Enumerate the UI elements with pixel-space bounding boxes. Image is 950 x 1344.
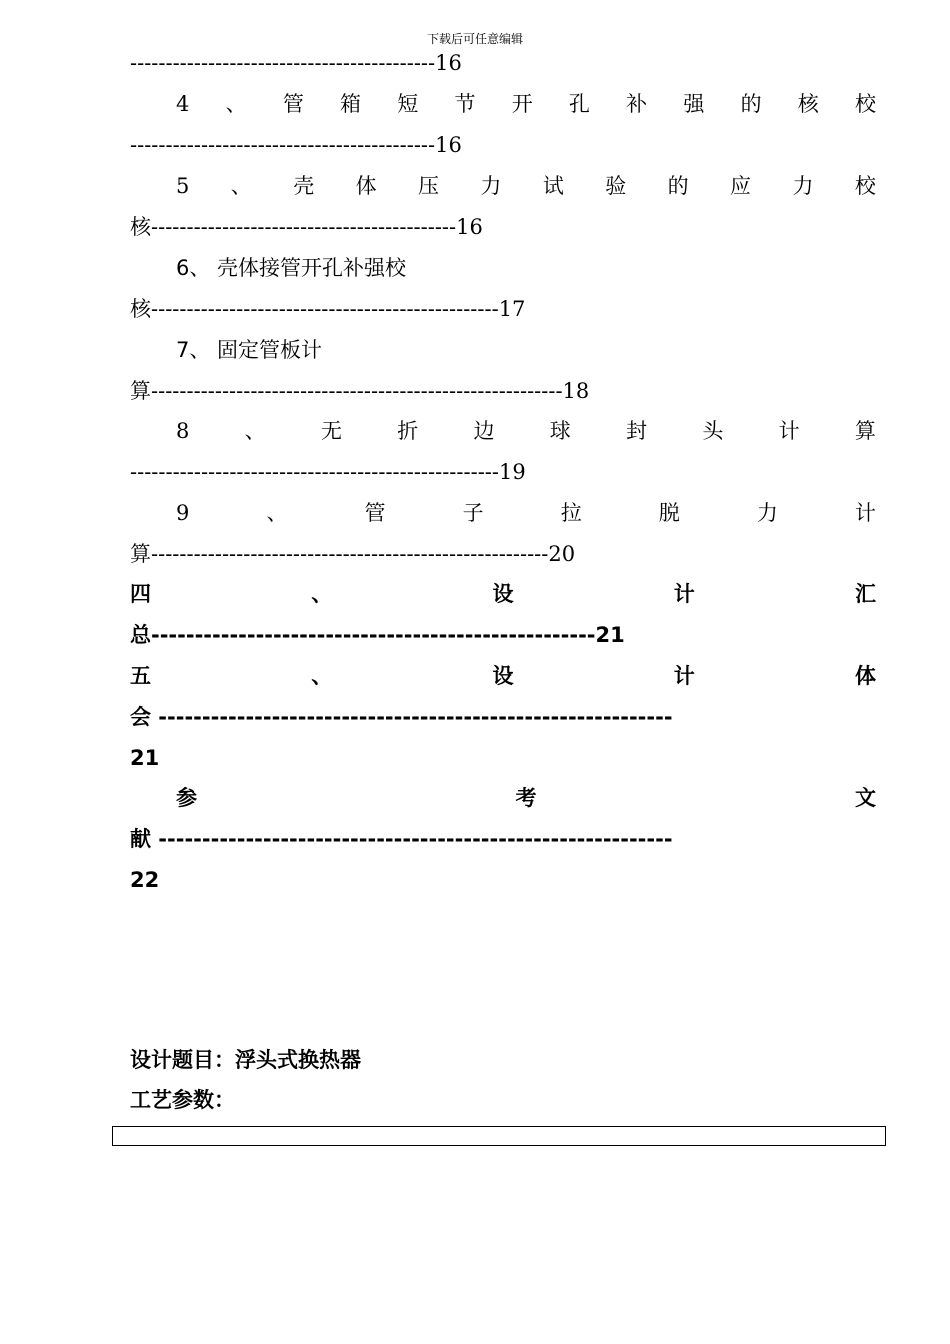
toc-char: 箱 [340, 92, 362, 116]
toc-leader-line: -------------------------------------------16 [130, 51, 462, 75]
toc-char: 、 [266, 501, 288, 525]
toc-references-tail: 献 ----------------------------------------------------------- [130, 827, 673, 851]
toc-section-5-tail: 会 ----------------------------------------------------------- [130, 705, 673, 729]
toc-char: 管 [282, 92, 304, 116]
toc-char: 9 [176, 501, 190, 525]
toc-entry-7-tail: 算----------------------------------------------------------18 [130, 379, 590, 403]
toc-char: 、 [225, 92, 247, 116]
toc-entry-6-tail: 核-------------------------------------------------17 [130, 297, 526, 321]
toc-char: 校 [855, 92, 876, 116]
toc-char: 计 [673, 664, 695, 688]
toc-char: 折 [397, 419, 419, 443]
toc-char: 、 [311, 664, 333, 688]
toc-entry-7: 7、 固定管板计 [176, 338, 323, 362]
toc-char: 设 [492, 664, 514, 688]
toc-references [176, 785, 876, 811]
toc-char: 试 [542, 174, 564, 198]
toc-char: 的 [667, 174, 689, 198]
toc-char: 、 [244, 419, 266, 443]
toc-entry-9-tail: 算--------------------------------------------------------20 [130, 542, 576, 566]
toc-char: 参 [176, 786, 197, 810]
toc-char: 壳 [293, 174, 315, 198]
toc-char: 文 [855, 786, 876, 810]
toc-char: 开 [511, 92, 533, 116]
toc-char: 力 [480, 174, 502, 198]
toc-char: 4 [176, 92, 190, 116]
toc-char: 脱 [658, 501, 680, 525]
toc-char: 孔 [568, 92, 590, 116]
process-params-label: 工艺参数： [130, 1088, 235, 1112]
toc-entry-8 [176, 418, 876, 444]
toc-section-4 [130, 581, 876, 607]
toc-char: 拉 [560, 501, 582, 525]
toc-char: 管 [364, 501, 386, 525]
toc-char: 算 [854, 419, 876, 443]
page-header-note: 下载后可任意编辑 [426, 32, 523, 46]
toc-entry-6: 6、 壳体接管开孔补强校 [176, 256, 407, 280]
toc-entry-4 [176, 91, 876, 117]
toc-char: 短 [397, 92, 419, 116]
toc-entry-8-tail: ----------------------------------------------------19 [130, 460, 526, 484]
toc-section-5 [130, 663, 876, 689]
toc-char: 应 [730, 174, 752, 198]
toc-char: 无 [320, 419, 342, 443]
toc-char: 体 [355, 174, 377, 198]
toc-char: 补 [626, 92, 648, 116]
toc-char: 头 [702, 419, 724, 443]
toc-char: 、 [311, 582, 333, 606]
toc-char: 8 [176, 419, 190, 443]
toc-references-page: 22 [130, 868, 160, 892]
toc-char: 边 [473, 419, 495, 443]
toc-entry-9 [176, 500, 876, 526]
toc-char: 球 [549, 419, 571, 443]
toc-char: 设 [492, 582, 514, 606]
toc-char: 计 [854, 501, 876, 525]
toc-section-5-page: 21 [130, 746, 160, 770]
toc-char: 计 [778, 419, 800, 443]
toc-char: 核 [797, 92, 819, 116]
toc-entry-5-tail: 核-------------------------------------------16 [130, 215, 483, 239]
toc-char: 压 [418, 174, 439, 198]
toc-char: 强 [683, 92, 705, 116]
toc-char: 5 [176, 174, 190, 198]
toc-char: 的 [740, 92, 762, 116]
toc-char: 计 [673, 582, 695, 606]
design-title: 设计题目：浮头式换热器 [130, 1048, 361, 1072]
toc-char: 汇 [855, 582, 876, 606]
toc-char: 力 [756, 501, 778, 525]
toc-char: 力 [792, 174, 814, 198]
toc-char: 节 [454, 92, 476, 116]
toc-char: 四 [130, 582, 151, 606]
toc-leader-line: -------------------------------------------16 [130, 133, 462, 157]
toc-char: 考 [515, 786, 537, 810]
toc-char: 子 [462, 501, 484, 525]
toc-entry-5 [176, 173, 876, 199]
toc-char: 体 [855, 664, 876, 688]
toc-char: 校 [854, 174, 876, 198]
params-table [112, 1126, 886, 1146]
toc-char: 验 [605, 174, 627, 198]
toc-char: 封 [626, 419, 648, 443]
toc-section-4-tail: 总---------------------------------------------------21 [130, 623, 625, 647]
toc-char: 、 [230, 174, 252, 198]
toc-char: 五 [130, 664, 151, 688]
